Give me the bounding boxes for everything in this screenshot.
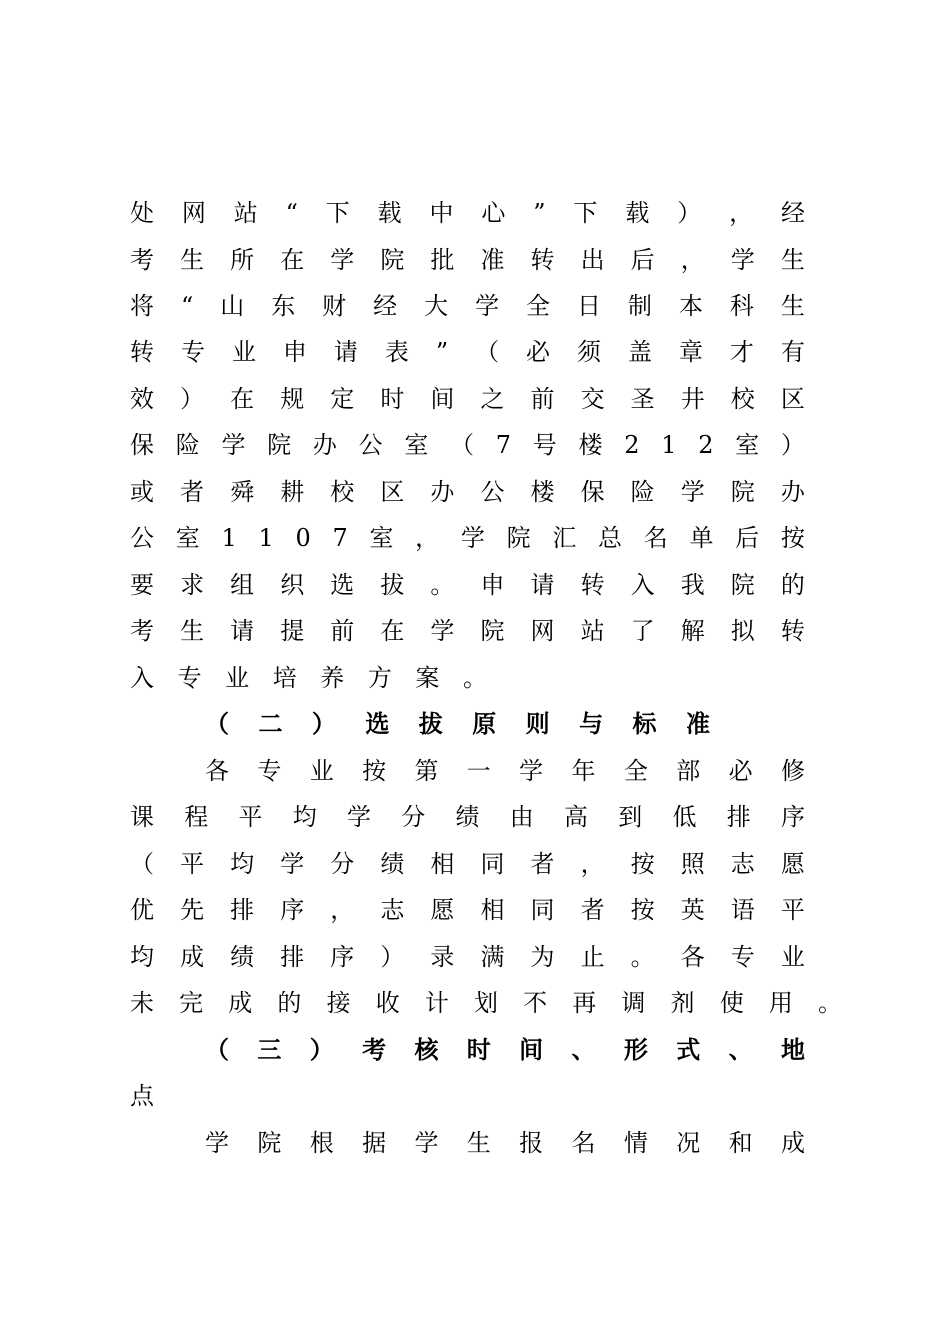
paragraph-first-line: 各 专 业 按 第 一 学 年 全 部 必 修 — [205, 757, 805, 785]
body-text-line: 未 完 成 的 接 收 计 划 不 再 调 剂 使 用 。 — [130, 989, 842, 1017]
body-text-line: 处 网 站 “ 下 载 中 心 ” 下 载 ） ， 经 — [130, 199, 805, 227]
paragraph-first-line: 学 院 根 据 学 生 报 名 情 况 和 成 — [205, 1129, 805, 1157]
body-text-line: 优 先 排 序 ， 志 愿 相 同 者 按 英 语 平 — [130, 896, 805, 924]
body-text-line: 要 求 组 织 选 拔 。 申 请 转 入 我 院 的 — [130, 571, 805, 599]
section-heading: （ 二 ） 选 拔 原 则 与 标 准 — [205, 709, 710, 738]
body-text-line: 课 程 平 均 学 分 绩 由 高 到 低 排 序 — [130, 803, 805, 831]
body-text-line: 保 险 学 院 办 公 室 （ 7 号 楼 2 1 2 室 ） — [130, 431, 805, 459]
body-text-line: 考 生 请 提 前 在 学 院 网 站 了 解 拟 转 — [130, 617, 805, 645]
body-text-line: 入 专 业 培 养 方 案 。 — [130, 664, 487, 692]
body-text-line: 均 成 绩 排 序 ） 录 满 为 止 。 各 专 业 — [130, 943, 805, 971]
body-text-line: 考 生 所 在 学 院 批 准 转 出 后 ， 学 生 — [130, 246, 805, 274]
body-text-line: （ 平 均 学 分 绩 相 同 者 ， 按 照 志 愿 — [130, 850, 805, 878]
body-text-line: 将 “ 山 东 财 经 大 学 全 日 制 本 科 生 — [130, 292, 805, 320]
section-heading: （ 三 ） 考 核 时 间 、 形 式 、 地 — [205, 1035, 805, 1064]
body-text-line: 转 专 业 申 请 表 ” （ 必 须 盖 章 才 有 — [130, 338, 805, 366]
body-text-line: 效 ） 在 规 定 时 间 之 前 交 圣 井 校 区 — [130, 385, 805, 413]
section-heading-continued: 点 — [130, 1082, 154, 1110]
body-text-line: 公 室 1 1 0 7 室 ， 学 院 汇 总 名 单 后 按 — [130, 524, 805, 552]
body-text-line: 或 者 舜 耕 校 区 办 公 楼 保 险 学 院 办 — [130, 478, 805, 506]
